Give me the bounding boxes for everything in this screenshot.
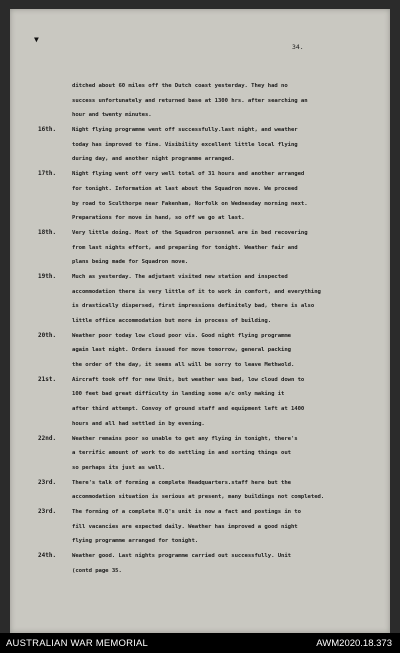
entry-line: is drastically dispersed, first impressions definitely bad, there is also xyxy=(72,303,315,310)
entry-line: Weather poor today low cloud poor vis. Good night flying programme xyxy=(72,332,291,339)
entry-date: 23rd. xyxy=(38,507,57,515)
entry-line: There's talk of forming a complete Headquarters.staff here but the xyxy=(72,479,291,486)
entry-line: (contd page 35. xyxy=(72,567,122,574)
diary-entry xyxy=(10,123,390,167)
entry-line: accommodation situation is serious at present, many buildings not completed. xyxy=(72,494,325,501)
entry-line: a terrific amount of work to do settling in and sorting things out xyxy=(72,450,291,457)
entry-date: 22nd. xyxy=(38,434,57,442)
footer-accession-number: AWM2020.18.373 xyxy=(316,638,392,649)
entry-line: ditched about 60 miles off the Dutch coast yesterday. They had no xyxy=(72,83,288,89)
entry-line: The forming of a complete H.Q's unit is now a fact and postings in to xyxy=(72,508,301,515)
footer-bar xyxy=(0,633,400,653)
entry-line: from last nights effort, and preparing for tonight. Weather fair and xyxy=(72,244,298,251)
entry-line: Weather good. Last nights programme carried out successfully. Unit xyxy=(72,553,291,559)
entry-line: today has improved to fine. Visibility excellent little local flying xyxy=(72,141,298,148)
entry-date: 24th. xyxy=(38,552,57,559)
entry-line: success unfortunately and returned base at 1300 hrs. after searching an xyxy=(72,97,308,104)
entry-line: plans being made for Squadron move. xyxy=(72,259,189,266)
entry-line: the order of the day, it seems all will be sorry to leave Methwold. xyxy=(72,362,295,369)
diary-entry xyxy=(10,432,390,476)
entry-line: accommodation there is very little of it to work in comfort, and everything xyxy=(72,288,321,295)
diary-entry xyxy=(10,329,390,373)
entry-line: Very little doing. Most of the Squadron personnel are in bed recovering xyxy=(72,229,308,236)
entry-line: fill vacancies are expected daily. Weather has improved a good night xyxy=(72,523,298,530)
entry-date: 21st. xyxy=(38,375,57,383)
entry-line: after third attempt. Convoy of ground staff and equipment left at 1400 xyxy=(72,406,305,413)
diary-entry xyxy=(10,373,390,432)
entry-date: 18th. xyxy=(38,228,57,236)
entry-line: Aircraft took off for new Unit, but weather was bad, low cloud down to xyxy=(72,376,305,383)
entry-line: during day, and another night programme arranged. xyxy=(72,156,235,163)
entry-date: 19th. xyxy=(38,272,57,280)
diary-entry xyxy=(10,226,390,270)
diary-entry xyxy=(10,167,390,226)
page-number: 34. xyxy=(292,43,304,51)
entry-line: little office accommodation but more in process of building. xyxy=(72,318,272,324)
entry-line: Much as yesterday. The adjutant visited new station and inspected xyxy=(72,273,288,280)
bullet-mark-icon: ▼ xyxy=(34,35,39,44)
document-page xyxy=(10,9,390,633)
entry-line: 100 feet bad great difficulty in landing some a/c only making it xyxy=(72,391,285,398)
entry-line: flying programme arranged for tonight. xyxy=(72,538,199,545)
entry-date: 23rd. xyxy=(38,478,57,486)
entry-line: hour and twenty minutes. xyxy=(72,112,152,119)
entry-line: hours and all had settled in by evening. xyxy=(72,420,205,427)
entry-line: by road to Sculthorpe near Fakenham, Norfolk on Wednesday morning next. xyxy=(72,200,308,207)
diary-entry xyxy=(10,476,390,505)
entry-line: for tonight. Information at last about the Squadron move. We proceed xyxy=(72,185,298,192)
entry-line: so perhaps its just as well. xyxy=(72,464,165,471)
footer-institution: AUSTRALIAN WAR MEMORIAL xyxy=(6,638,149,649)
diary-entry xyxy=(10,505,390,549)
diary-entry xyxy=(10,270,390,329)
entry-date: 20th. xyxy=(38,331,57,339)
entry-date: 17th. xyxy=(38,170,57,178)
entry-line: Night flying went off very well total of 31 hours and another arranged xyxy=(72,171,305,178)
entry-line: Weather remains poor so unable to get any flying in tonight, there's xyxy=(72,435,298,442)
entry-line: again last night. Orders issued for move tomorrow, general packing xyxy=(72,347,291,354)
entry-line: Night flying programme went off successfully.last night, and weather xyxy=(72,127,298,134)
diary-entry xyxy=(10,79,390,123)
entry-line: Preparations for move in hand, so off we go at last. xyxy=(72,215,245,222)
diary-body xyxy=(10,79,390,578)
entry-date: 16th. xyxy=(38,126,57,134)
diary-entry xyxy=(10,549,390,578)
